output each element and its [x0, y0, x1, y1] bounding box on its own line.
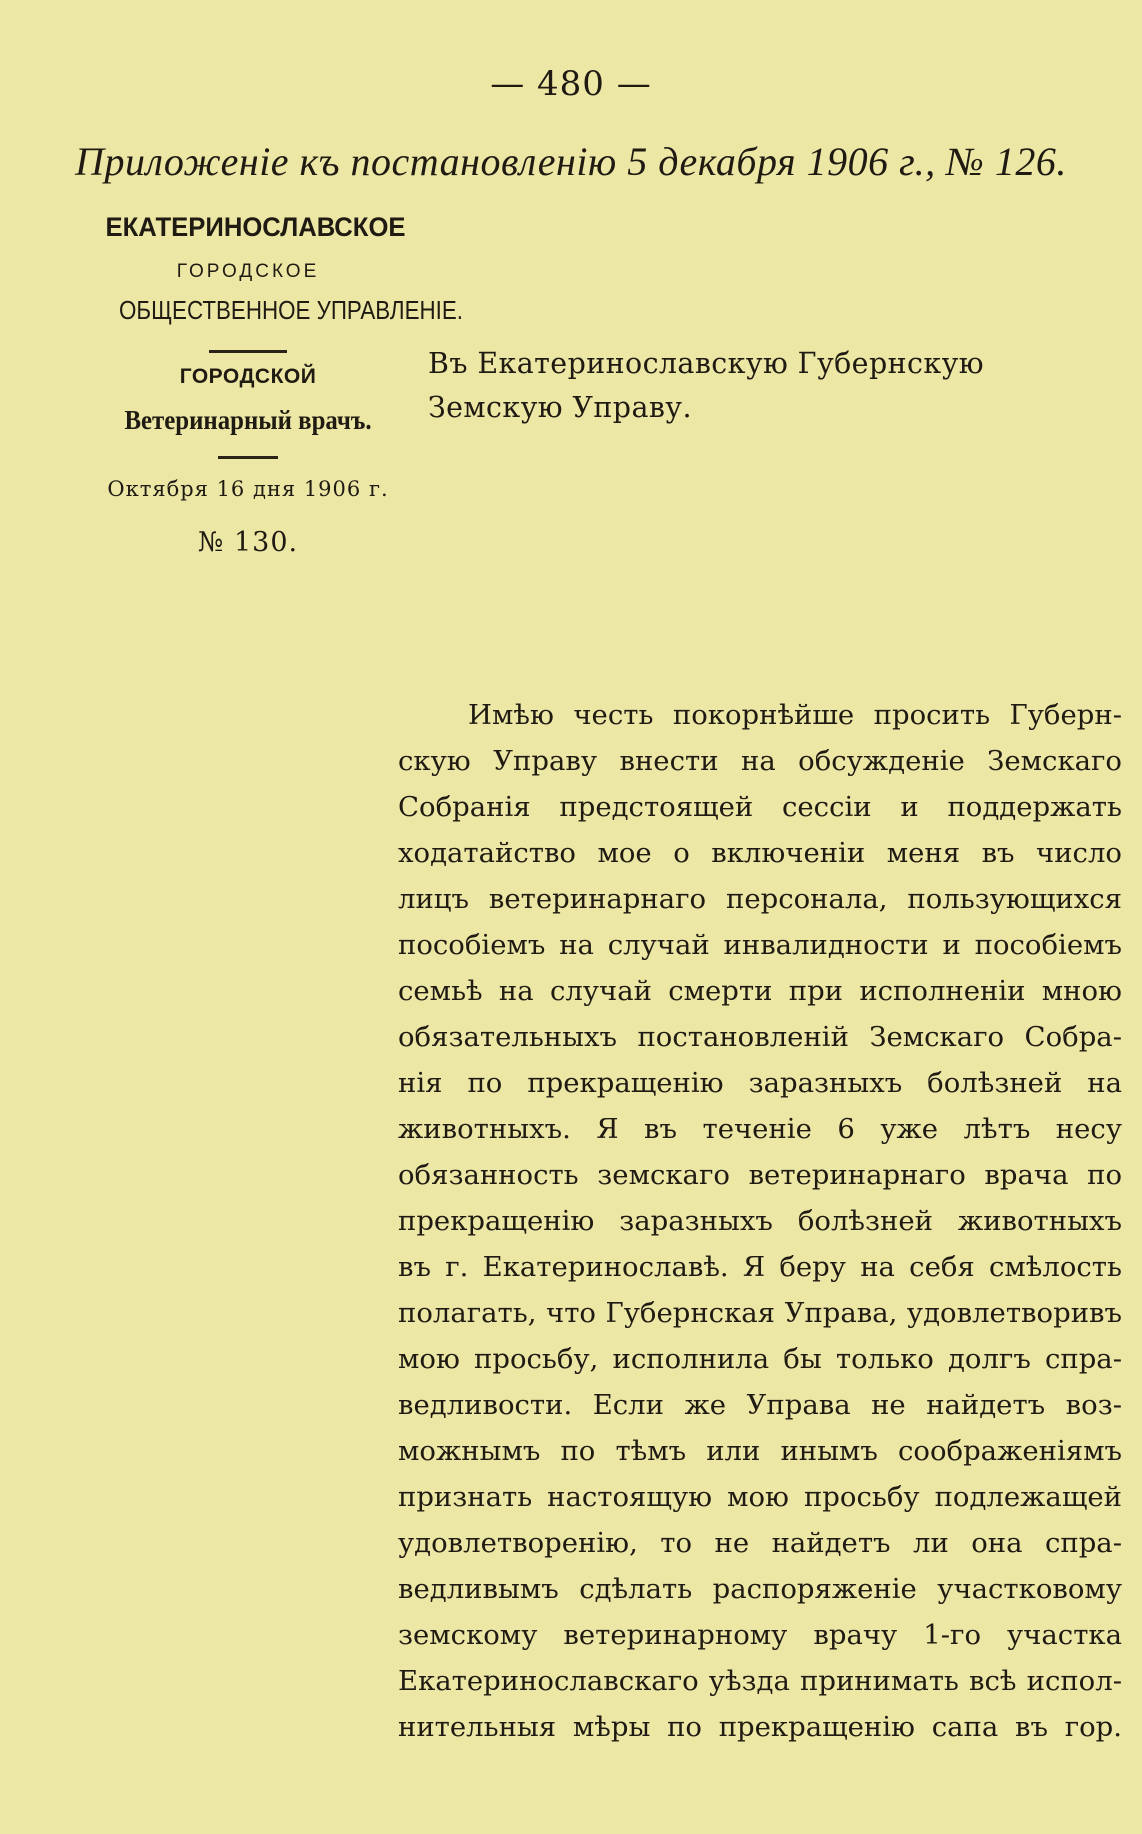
addressee-line-1: Въ Екатеринославскую Губернскую — [428, 347, 984, 380]
body-line: мою просьбу, исполнила бы только долгъ спра- — [398, 1343, 1122, 1375]
body-line: Имѣю честь покорнѣйше просить Губерн- — [468, 699, 1122, 731]
letterhead-line-3: ОБЩЕСТВЕННОЕ УПРАВЛЕНІЕ. — [119, 295, 463, 325]
letterhead-date: Октября 16 дня 1906 г. — [107, 477, 389, 501]
body-line: лицъ ветеринарнаго персонала, пользующихся — [398, 883, 1122, 915]
body-line: Собранія предстоящей сессіи и поддержать — [398, 791, 1122, 823]
body-line: прекращенію заразныхъ болѣзней животныхъ — [398, 1205, 1122, 1237]
letterhead-line-2: ГОРОДСКОЕ — [176, 261, 320, 282]
body-line: скую Управу внести на обсужденіе Земскаго — [398, 745, 1122, 777]
letterhead-divider-2 — [218, 456, 278, 459]
body-line: семьѣ на случай смерти при исполненіи мною — [398, 975, 1122, 1007]
appendix-heading: Приложеніе къ постановленію 5 декабря 1906 г., № 126. — [75, 139, 1067, 184]
body-line: признать настоящую мою просьбу подлежащей — [398, 1481, 1122, 1513]
body-line: нія по прекращенію заразныхъ болѣзней на — [398, 1067, 1122, 1099]
body-line: ведливости. Если же Управа не найдетъ воз- — [398, 1389, 1122, 1421]
body-line: удовлетворенію, то не найдетъ ли она спра- — [398, 1527, 1122, 1559]
addressee — [428, 342, 1128, 430]
letterhead — [98, 212, 463, 558]
body-line: обязательныхъ постановленій Земскаго Собра- — [398, 1021, 1122, 1053]
body-line: обязанность земскаго ветеринарнаго врача по — [398, 1159, 1122, 1191]
letterhead-line-4: ГОРОДСКОЙ — [179, 365, 317, 388]
page-number: — 480 — — [490, 64, 652, 104]
body-line: нительныя мѣры по прекращенію сапа въ гор. — [398, 1711, 1122, 1743]
body-line: животныхъ. Я въ теченіе 6 уже лѣтъ несу — [398, 1113, 1122, 1145]
body-line: пособіемъ на случай инвалидности и пособіемъ — [398, 929, 1122, 961]
letterhead-line-1: ЕКАТЕРИНОСЛАВСКОЕ — [105, 212, 406, 242]
body-line: въ г. Екатеринославѣ. Я беру на себя смѣлость — [398, 1251, 1122, 1283]
letterhead-divider — [209, 350, 287, 353]
body-line: ведливымъ сдѣлать распоряженіе участковому — [398, 1573, 1122, 1605]
letter-body — [398, 692, 1122, 1750]
letterhead-line-5: Ветеринарный врачъ. — [124, 405, 372, 435]
body-line: Екатеринославскаго уѣзда принимать всѣ испол- — [398, 1665, 1122, 1697]
addressee-line-2: Земскую Управу. — [428, 391, 692, 424]
body-line: ходатайство мое о включеніи меня въ число — [398, 837, 1122, 869]
body-line: полагать, что Губернская Управа, удовлетворивъ — [398, 1297, 1122, 1329]
letterhead-number: № 130. — [197, 527, 299, 558]
body-line: земскому ветеринарному врачу 1-го участка — [398, 1619, 1122, 1651]
body-line: можнымъ по тѣмъ или инымъ соображеніямъ — [398, 1435, 1122, 1467]
